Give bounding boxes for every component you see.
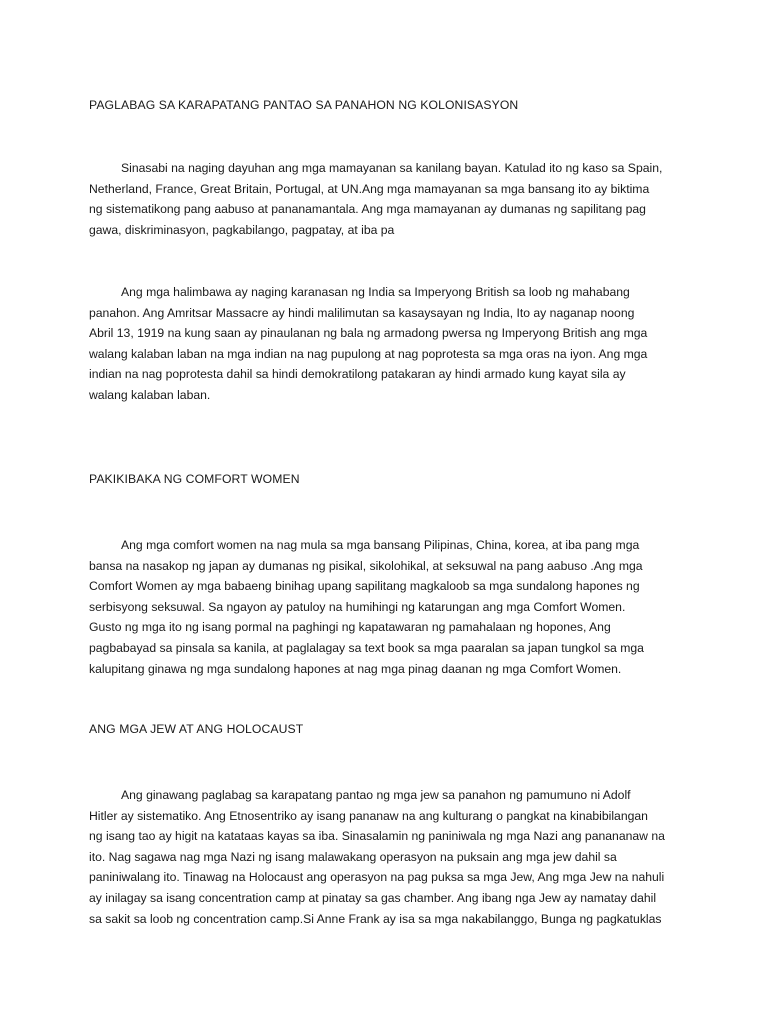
text-line: Ang mga halimbawa ay naging karanasan ng India sa Imperyong British sa loob ng mahabang (121, 285, 630, 299)
section-heading-colonization: PAGLABAG SA KARAPATANG PANTAO SA PANAHON NG KOLONISASYON (89, 98, 519, 112)
text-line: serbisyong seksuwal. Sa ngayon ay patuloy na humihingi ng katarungan ang mga Comfort Women. (89, 599, 626, 614)
paragraph-colonization-2 (89, 282, 679, 406)
text-line: Gusto ng mga ito ng isang pormal na paghingi ng kapatawaran ng pamahalaan ng hopones, Ang (89, 620, 611, 635)
paragraph-colonization-1 (89, 158, 679, 240)
text-line: ng isang tao ay higit na katataas kayas sa iba. Sinasalamin ng paniniwala ng mga Nazi ang panananaw na (89, 829, 665, 844)
text-line: walang kalaban laban. (89, 387, 211, 402)
text-line: Hitler ay sistematiko. Ang Etnosentriko ay isang pananaw na ang kulturang o pangkat na kinabibilangan (89, 808, 648, 823)
text-line: ng sistematikong pang aabuso at pananamantala. Ang mga mamayanan ay dumanas ng sapilitang pag (89, 202, 646, 217)
text-line: Comfort Women ay mga babaeng binihag upang sapilitang magkaloob sa mga sundalong hapones ng (89, 579, 640, 594)
section-heading-comfort-women: PAKIKIBAKA NG COMFORT WOMEN (89, 472, 300, 486)
text-line: Abril 13, 1919 na kung saan ay pinaulanan ng bala ng armadong pwersa ng Imperyong British ang mga (89, 326, 648, 341)
text-line: walang kalaban laban na mga indian na nag pupulong at nag poprotesta sa mga oras na iyon. Ang mga (89, 346, 648, 361)
text-line: Ang mga comfort women na nag mula sa mga bansang Pilipinas, China, korea, at iba pang mga (121, 538, 640, 552)
text-line: ito. Nag sagawa nag mga Nazi ng isang malawakang operasyon na puksain ang mga jew dahil sa (89, 849, 617, 864)
text-line: ay inilagay sa isang concentration camp at pinatay sa gas chamber. Ang ibang nga Jew ay namatay dahil (89, 890, 657, 905)
paragraph-comfort-women (89, 535, 679, 679)
text-line: paniniwalang ito. Tinawag na Holocaust ang operasyon na pag puksa sa mga Jew, Ang mga Jew na nahuli (89, 870, 665, 885)
text-line: panahon. Ang Amritsar Massacre ay hindi malilimutan sa kasaysayan ng India, Ito ay naganap noong (89, 305, 635, 320)
text-line: pagbabayad sa pinsala sa kanila, at paglalagay sa text book sa mga paaralan sa japan tungkol sa mga (89, 640, 644, 655)
paragraph-holocaust (89, 785, 679, 929)
section-heading-holocaust: ANG MGA JEW AT ANG HOLOCAUST (89, 722, 304, 736)
text-line: Sinasabi na naging dayuhan ang mga mamayanan sa kanilang bayan. Katulad ito ng kaso sa Spain, (121, 161, 663, 175)
text-line: indian na nag poprotesta dahil sa hindi demokratilong patakaran ay hindi armado kung kayat sila ay (89, 367, 626, 382)
text-line: Netherland, France, Great Britain, Portugal, at UN.Ang mga mamayanan sa mga bansang ito ay biktima (89, 181, 650, 196)
text-line: sa sakit sa loob ng concentration camp.Si Anne Frank ay isa sa mga nakabilanggo, Bunga ng pagkatuklas (89, 911, 662, 926)
text-line: gawa, diskriminasyon, pagkabilango, pagpatay, at iba pa (89, 222, 395, 237)
text-line: Ang ginawang paglabag sa karapatang pantao ng mga jew sa panahon ng pamumuno ni Adolf (121, 788, 631, 802)
text-line: kalupitang ginawa ng mga sundalong hapones at nag mga pinag daanan ng mga Comfort Women. (89, 661, 622, 676)
text-line: bansa na nasakop ng japan ay dumanas ng pisikal, sikolohikal, at seksuwal na pang aabuso .Ang mga (89, 558, 643, 573)
